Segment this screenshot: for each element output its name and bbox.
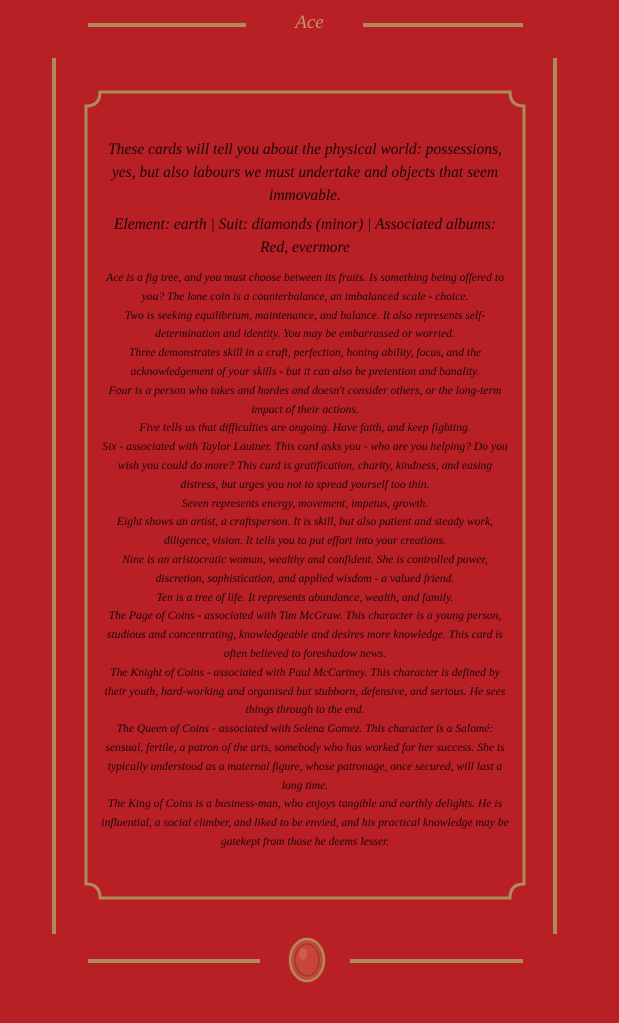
card-title: Ace [295,12,324,33]
paragraph-seven: Seven represents energy, movement, impetus, growth. [181,496,429,510]
paragraph-four: Four is a person who takes and hordes and doesn't consider others, or the long-term impact of their actions. [108,383,502,416]
paragraph-page: The Page of Coins - associated with Tim McGraw. This character is a young person, studious and concentrating, knowledgeable and desires more knowledge. This card is often believed to foreshadow news. [106,609,504,660]
bottom-rule-right [350,959,523,963]
intro-text: These cards will tell you about the physical world: possessions, yes, but also labours we must undertake and objects that seem immovable. [108,141,502,204]
paragraph-ace: Ace is a fig tree, and you must choose between its fruits. Is something being offered to you? The lone coin is a counterbalance, an imbalanced scale - choice. [106,271,504,303]
card-description [100,138,510,852]
paragraph-eight: Eight shows an artist, a craftsperson. It is skill, but also patient and steady work, diligence, vision. It tells you to put effort into your creations. [116,515,494,548]
element-suit-info: Element: earth | Suit: diamonds (minor) | Associated albums: Red, evermore [114,216,496,256]
paragraph-queen: The Queen of Coins - associated with Selena Gomez. This character is a Salomé: sensual, fertile, a patron of the arts, somebody who has worked for her success. She is typically understood as a maternal figure, whose patronage, once secured, will last a long time. [105,722,505,792]
bottom-rule-left [88,959,260,963]
paragraph-king: The King of Coins is a business-man, who enjoys tangible and earthly delights. He is influential, a social climber, and liked to be envied, and his practical knowledge may be gatekept from those he deems lesser. [101,797,509,848]
paragraph-five: Five tells us that difficulties are ongoing. Have faith, and keep fighting. [139,421,471,435]
side-rule-left [52,58,56,934]
coin-icon [287,937,327,983]
side-rule-right [553,58,557,934]
paragraph-knight: The Knight of Coins - associated with Paul McCartney. This character is defined by their youth, hard-working and organised but stubborn, defensive, and serious. He sees things through to the end. [104,665,506,717]
paragraph-nine: Nine is an aristocratic woman, wealthy and confident. She is controlled power, discretion, sophistication, and applied wisdom - a valued friend. [122,552,488,585]
paragraph-six: Six - associated with Taylor Lautner. This card asks you - who are you helping? Do you wish you could do more? This card is gratification, charity, kindness, and easing distress, but urges you not to spread yourself too thin. [102,440,508,491]
paragraph-ten: Ten is a tree of life. It represents abundance, wealth, and family. [156,590,454,604]
paragraph-three: Three demonstrates skill in a craft, perfection, honing ability, focus, and the acknowledgement of your skills - but it can also be pretention and banality. [128,346,482,378]
paragraph-two: Two is seeking equilibrium, maintenance, and balance. It also represents self-determination and identity. You may be embarrassed or worried. [124,308,486,341]
